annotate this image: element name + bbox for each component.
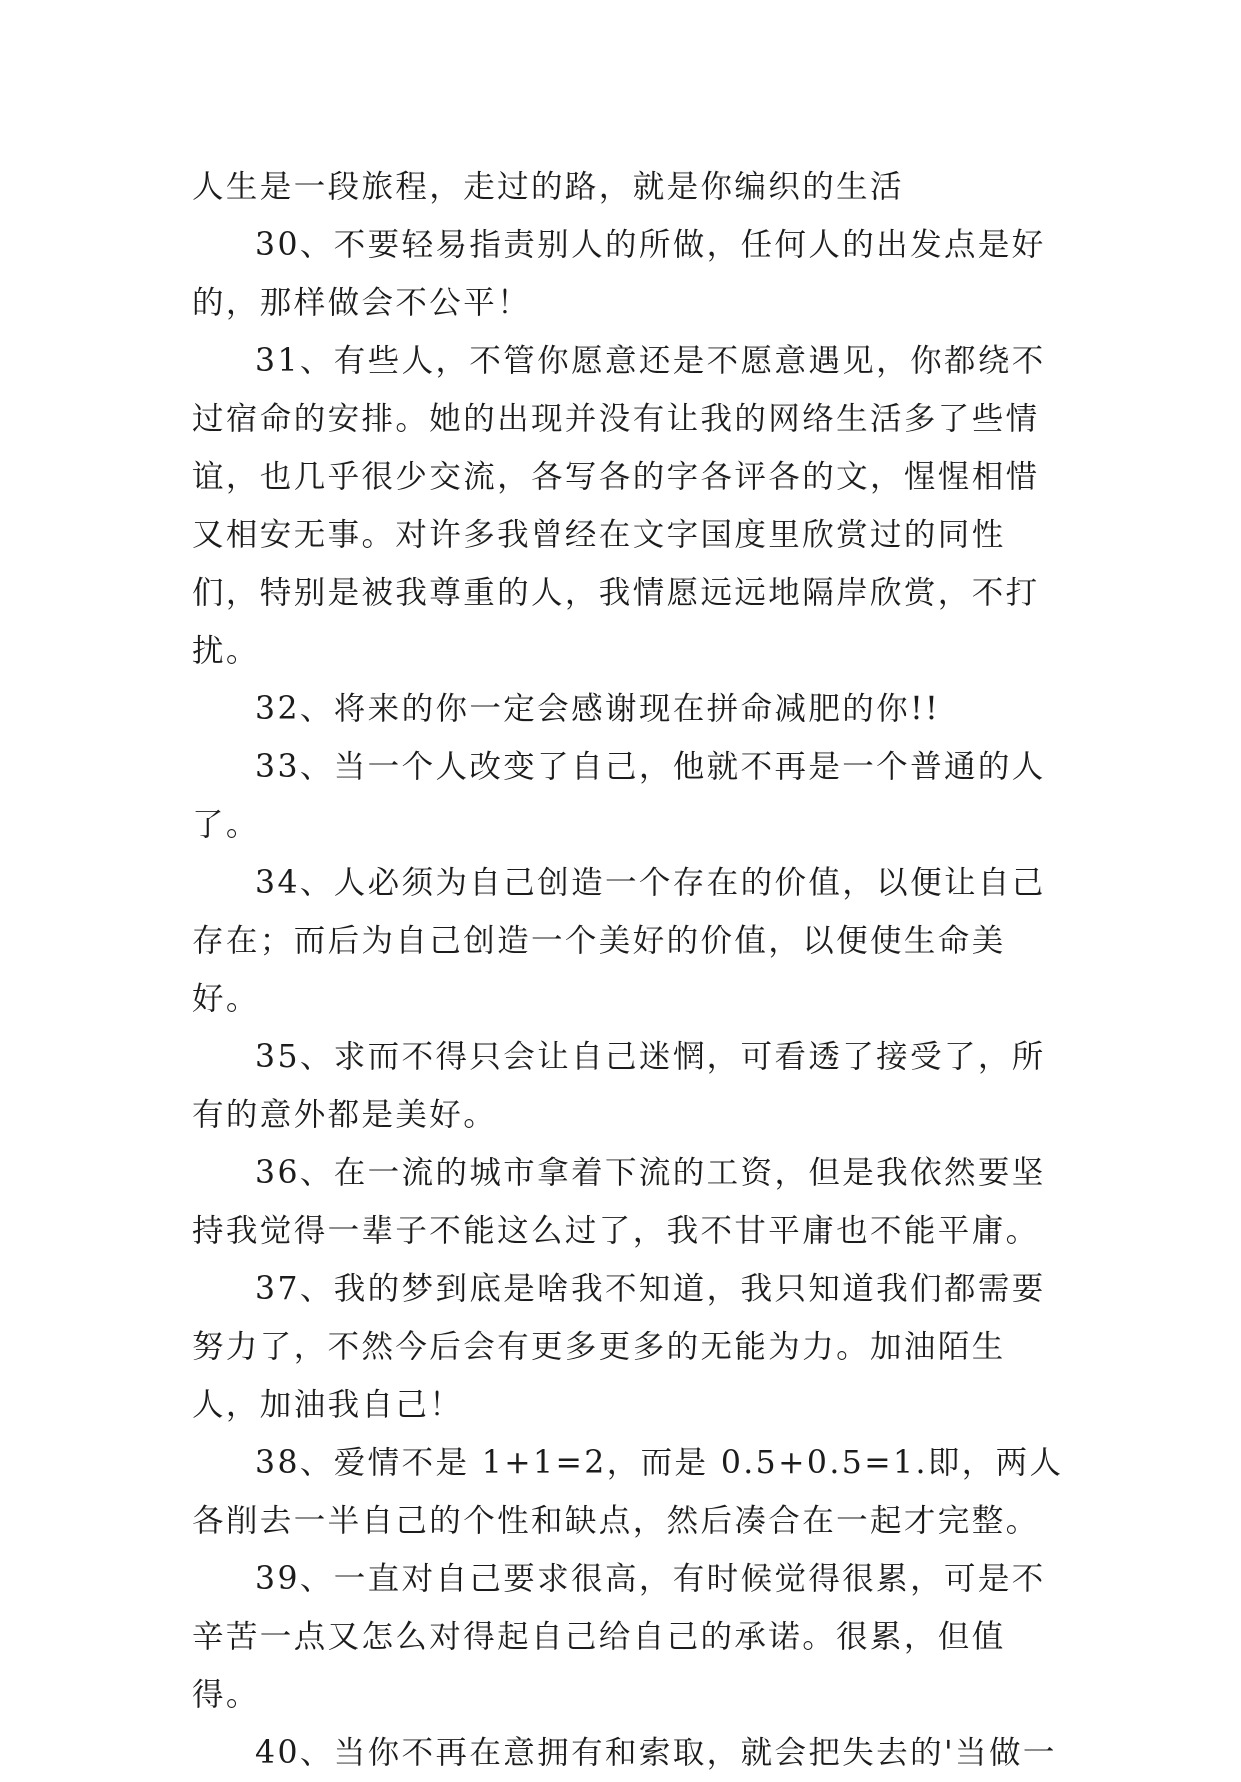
paragraph-31: 31、有些人，不管你愿意还是不愿意遇见，你都绕不过宿命的安排。她的出现并没有让我的网络生活多了些情谊，也几乎很少交流，各写各的字各评各的文，惺惺相惜又相安无事。对许多我曾经在文字国度里欣赏过的同性们，特别是被我尊重的人，我情愿远远地隔岸欣赏，不打扰。 [192, 343, 1046, 669]
paragraph-40: 40、当你不再在意拥有和索取，就会把失去的'当做一 [255, 1735, 1057, 1771]
paragraph-34: 34、人必须为自己创造一个存在的价值，以便让自己存在；而后为自己创造一个美好的价值，以便使生命美好。 [192, 865, 1046, 1017]
paragraph-32: 32、将来的你一定会感谢现在拼命减肥的你!! [255, 691, 941, 727]
paragraph-39: 39、一直对自己要求很高，有时候觉得很累，可是不辛苦一点又怎么对得起自己给自己的承诺。很累，但值得。 [192, 1561, 1046, 1713]
paragraph-33: 33、当一个人改变了自己，他就不再是一个普通的人了。 [192, 749, 1046, 843]
paragraph-35: 35、求而不得只会让自己迷惘，可看透了接受了，所有的意外都是美好。 [192, 1039, 1046, 1133]
paragraph-30: 30、不要轻易指责别人的所做，任何人的出发点是好的，那样做会不公平！ [192, 227, 1046, 321]
paragraph-38: 38、爱情不是 1+1=2，而是 0.5+0.5=1.即，两人各削去一半自己的个性和缺点，然后凑合在一起才完整。 [192, 1445, 1064, 1539]
paragraph-0: 人生是一段旅程，走过的路，就是你编织的生活 [192, 169, 904, 205]
document-body [192, 158, 1072, 1782]
paragraph-36: 36、在一流的城市拿着下流的工资，但是我依然要坚持我觉得一辈子不能这么过了，我不甘平庸也不能平庸。 [192, 1155, 1046, 1249]
paragraph-37: 37、我的梦到底是啥我不知道，我只知道我们都需要努力了，不然今后会有更多更多的无能为力。加油陌生人，加油我自己！ [192, 1271, 1046, 1423]
